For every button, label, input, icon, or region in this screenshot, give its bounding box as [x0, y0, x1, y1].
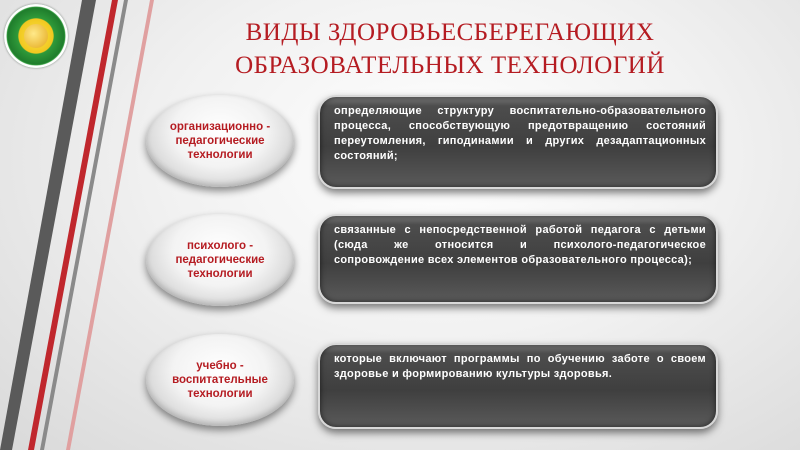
technology-type-label: учебно - воспитательные технологии	[172, 360, 268, 400]
technology-description-box-3	[318, 343, 718, 429]
technology-type-oval-2	[146, 214, 294, 306]
technology-description: связанные с непосредственной работой педагога с детьми (сюда же относится и психолого-педагогическое сопровождение всех элементов образовательного процесса);	[334, 224, 706, 266]
page-title	[140, 16, 760, 82]
title-line-2: ОБРАЗОВАТЕЛЬНЫХ ТЕХНОЛОГИЙ	[235, 52, 665, 79]
title-line-1: ВИДЫ ЗДОРОВЬЕСБЕРЕГАЮЩИХ	[245, 19, 655, 46]
technology-description: которые включают программы по обучению заботе о своем здоровье и формированию культуры здоровья.	[334, 353, 706, 380]
technology-type-oval-1	[146, 95, 294, 187]
kindergarten-emblem-icon	[4, 4, 68, 68]
technology-type-oval-3	[146, 334, 294, 426]
technology-description-box-1	[318, 95, 718, 189]
technology-type-label: организационно - педагогические технологии	[169, 121, 271, 161]
technology-type-label: психолого - педагогические технологии	[175, 240, 265, 280]
technology-description: определяющие структуру воспитательно-образовательного процесса, способствующую предотвращению состояний переутомления, гиподинамии и других дезадаптационных состояний;	[334, 105, 706, 162]
technology-description-box-2	[318, 214, 718, 304]
